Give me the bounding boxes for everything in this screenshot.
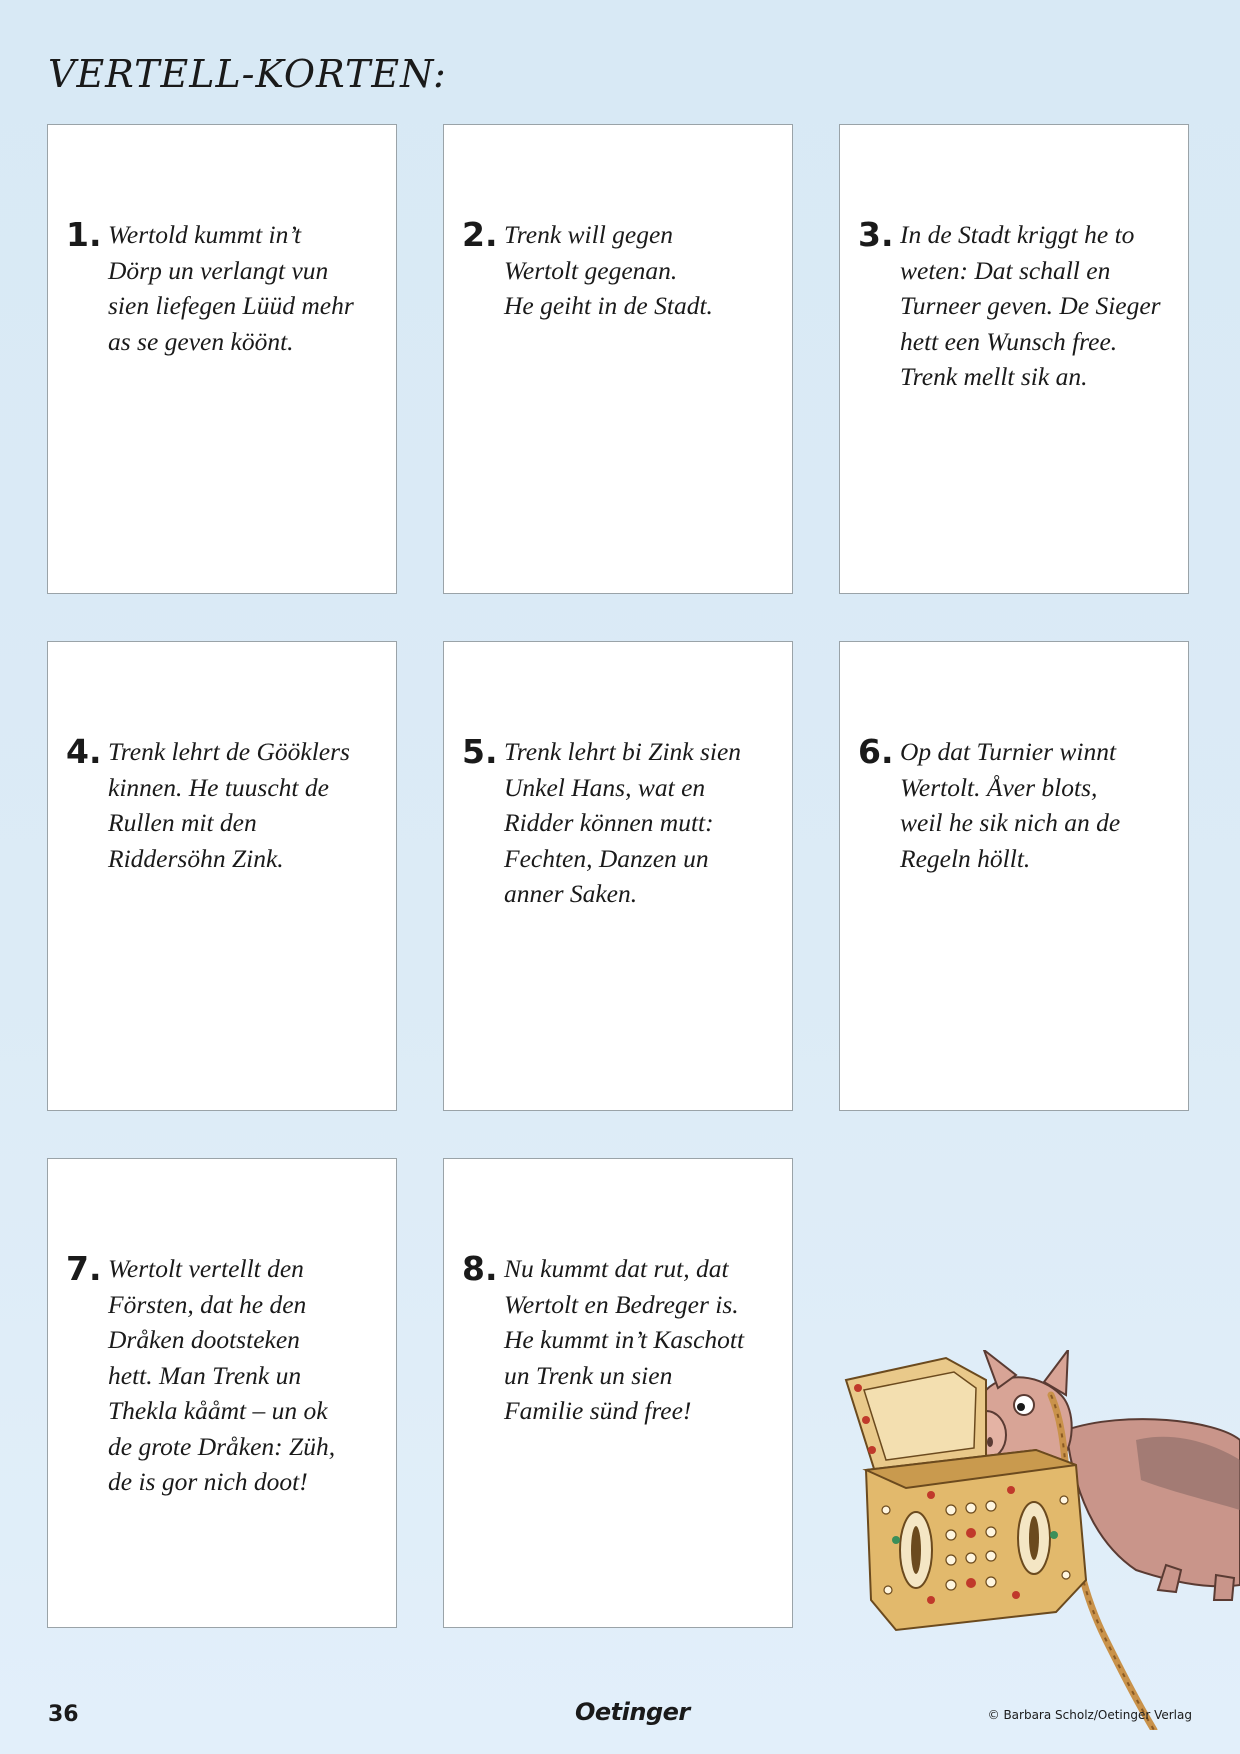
story-card-6 (839, 641, 1189, 1111)
card-text: Wertold kummt in’t Dörp un verlangt vun sien liefegen Lüüd mehr as se geven köönt. (108, 220, 354, 356)
story-card-4 (47, 641, 397, 1111)
story-card-8 (443, 1158, 793, 1628)
story-card-2 (443, 124, 793, 594)
story-card-3 (839, 124, 1189, 594)
page-title: VERTELL-KORTEN: (48, 52, 447, 96)
card-number: 7. (66, 1249, 102, 1288)
story-card-5 (443, 641, 793, 1111)
story-card-7 (47, 1158, 397, 1628)
card-number: 4. (66, 732, 102, 771)
publisher-logo: Oetinger (575, 1698, 690, 1726)
card-text: Trenk will gegen Wertolt gegenan. He geiht in de Stadt. (504, 220, 713, 320)
card-text: Op dat Turnier winnt Wertolt. Åver blots, weil he sik nich an de Regeln höllt. (900, 737, 1121, 873)
card-number: 2. (462, 215, 498, 254)
page-number: 36 (48, 1702, 79, 1727)
story-card-1 (47, 124, 397, 594)
pig-and-treasure-chest-illustration (836, 1350, 1240, 1730)
card-number: 6. (858, 732, 894, 771)
card-number: 5. (462, 732, 498, 771)
card-text: Trenk lehrt bi Zink sien Unkel Hans, wat en Ridder können mutt: Fechten, Danzen un anner Saken. (504, 737, 742, 908)
card-number: 8. (462, 1249, 498, 1288)
card-text: Trenk lehrt de Gööklers kinnen. He tuuscht de Rullen mit den Riddersöhn Zink. (108, 737, 350, 873)
card-number: 1. (66, 215, 102, 254)
card-number: 3. (858, 215, 894, 254)
card-text: Nu kummt dat rut, dat Wertolt en Bedreger is. He kummt in’t Kaschott un Trenk un sien Familie sünd free! (504, 1254, 745, 1425)
copyright-notice: © Barbara Scholz/Oetinger Verlag (987, 1708, 1192, 1722)
card-text: In de Stadt kriggt he to weten: Dat schall en Turneer geven. De Sieger hett een Wunsch free. Trenk mellt sik an. (900, 220, 1161, 391)
card-text: Wertolt vertellt den Försten, dat he den Dråken dootsteken hett. Man Trenk un Thekla kååmt – un ok de grote Dråken: Züh, de is gor nich doot! (108, 1254, 336, 1496)
